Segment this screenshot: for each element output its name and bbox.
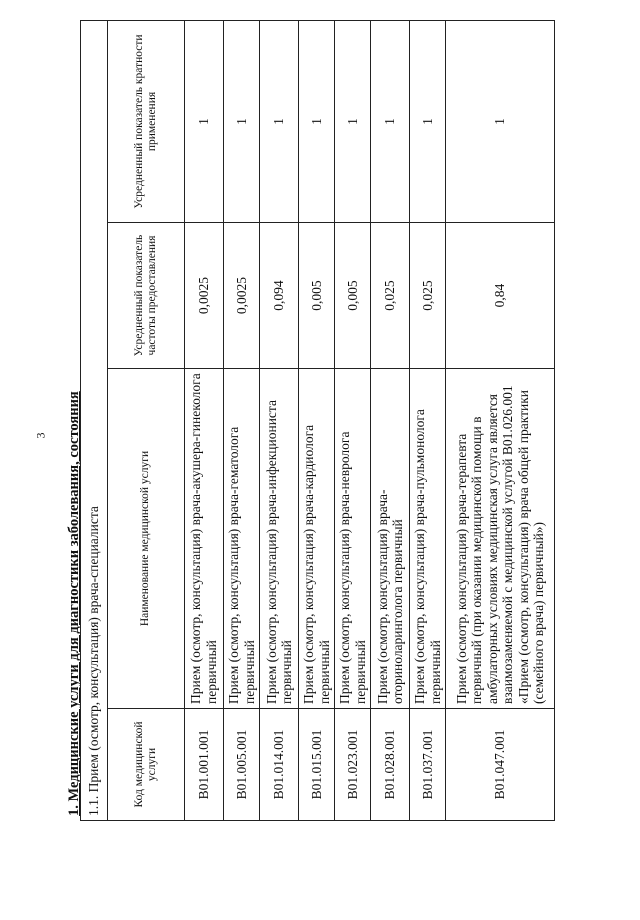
service-multiplicity: 1 xyxy=(299,21,335,223)
service-name: Прием (осмотр, консультация) врача-терапевта первичный (при оказании медицинской помощи в амбулаторных условиях медицинская услуга является взаимозаменяемой с медицинской услугой B01.026.001 «Прием (осмотр, консультация) врача общей практики (семейного врача) первичный») xyxy=(446,369,555,709)
service-frequency: 0,84 xyxy=(446,223,555,369)
service-multiplicity: 1 xyxy=(371,21,410,223)
service-code: B01.037.001 xyxy=(410,709,446,821)
service-name: Прием (осмотр, консультация) врача-оториноларинголога первичный xyxy=(371,369,410,709)
page-number: 3 xyxy=(33,432,48,439)
header-multiplicity: Усредненный показатель кратности применения xyxy=(108,21,185,223)
service-code: B01.028.001 xyxy=(371,709,410,821)
service-code: B01.014.001 xyxy=(260,709,299,821)
service-name: Прием (осмотр, консультация) врача-невролога первичный xyxy=(335,369,371,709)
table-row xyxy=(446,21,555,821)
service-multiplicity: 1 xyxy=(224,21,260,223)
header-frequency: Усредненный показатель частоты предоставления xyxy=(108,223,185,369)
table-header-row xyxy=(108,21,185,821)
service-multiplicity: 1 xyxy=(335,21,371,223)
services-table xyxy=(80,20,555,821)
table-row xyxy=(371,21,410,821)
section-title: 1. Медицинские услуги для диагностики заболевания, состояния xyxy=(66,391,82,816)
table-row xyxy=(299,21,335,821)
table-row xyxy=(410,21,446,821)
service-frequency: 0,005 xyxy=(299,223,335,369)
subsection-row xyxy=(81,21,108,821)
service-name: Прием (осмотр, консультация) врача-инфекциониста первичный xyxy=(260,369,299,709)
service-multiplicity: 1 xyxy=(410,21,446,223)
service-code: B01.023.001 xyxy=(335,709,371,821)
services-table-wrapper xyxy=(80,21,555,821)
header-code: Код медицинской услуги xyxy=(108,709,185,821)
table-row xyxy=(224,21,260,821)
table-row xyxy=(260,21,299,821)
service-frequency: 0,005 xyxy=(335,223,371,369)
service-code: B01.005.001 xyxy=(224,709,260,821)
service-name: Прием (осмотр, консультация) врача-кардиолога первичный xyxy=(299,369,335,709)
service-code: B01.015.001 xyxy=(299,709,335,821)
service-frequency: 0,025 xyxy=(410,223,446,369)
service-multiplicity: 1 xyxy=(185,21,224,223)
service-frequency: 0,0025 xyxy=(224,223,260,369)
service-frequency: 0,094 xyxy=(260,223,299,369)
table-row xyxy=(185,21,224,821)
service-code: B01.047.001 xyxy=(446,709,555,821)
service-name: Прием (осмотр, консультация) врача-пульмонолога первичный xyxy=(410,369,446,709)
service-code: B01.001.001 xyxy=(185,709,224,821)
service-name: Прием (осмотр, консультация) врача-гематолога первичный xyxy=(224,369,260,709)
service-name: Прием (осмотр, консультация) врача-акушера-гинеколога первичный xyxy=(185,369,224,709)
service-frequency: 0,025 xyxy=(371,223,410,369)
service-frequency: 0,0025 xyxy=(185,223,224,369)
table-row xyxy=(335,21,371,821)
header-name: Наименование медицинской услуги xyxy=(108,369,185,709)
service-multiplicity: 1 xyxy=(260,21,299,223)
service-multiplicity: 1 xyxy=(446,21,555,223)
subsection-title: 1.1. Прием (осмотр, консультация) врача-специалиста xyxy=(81,21,108,821)
